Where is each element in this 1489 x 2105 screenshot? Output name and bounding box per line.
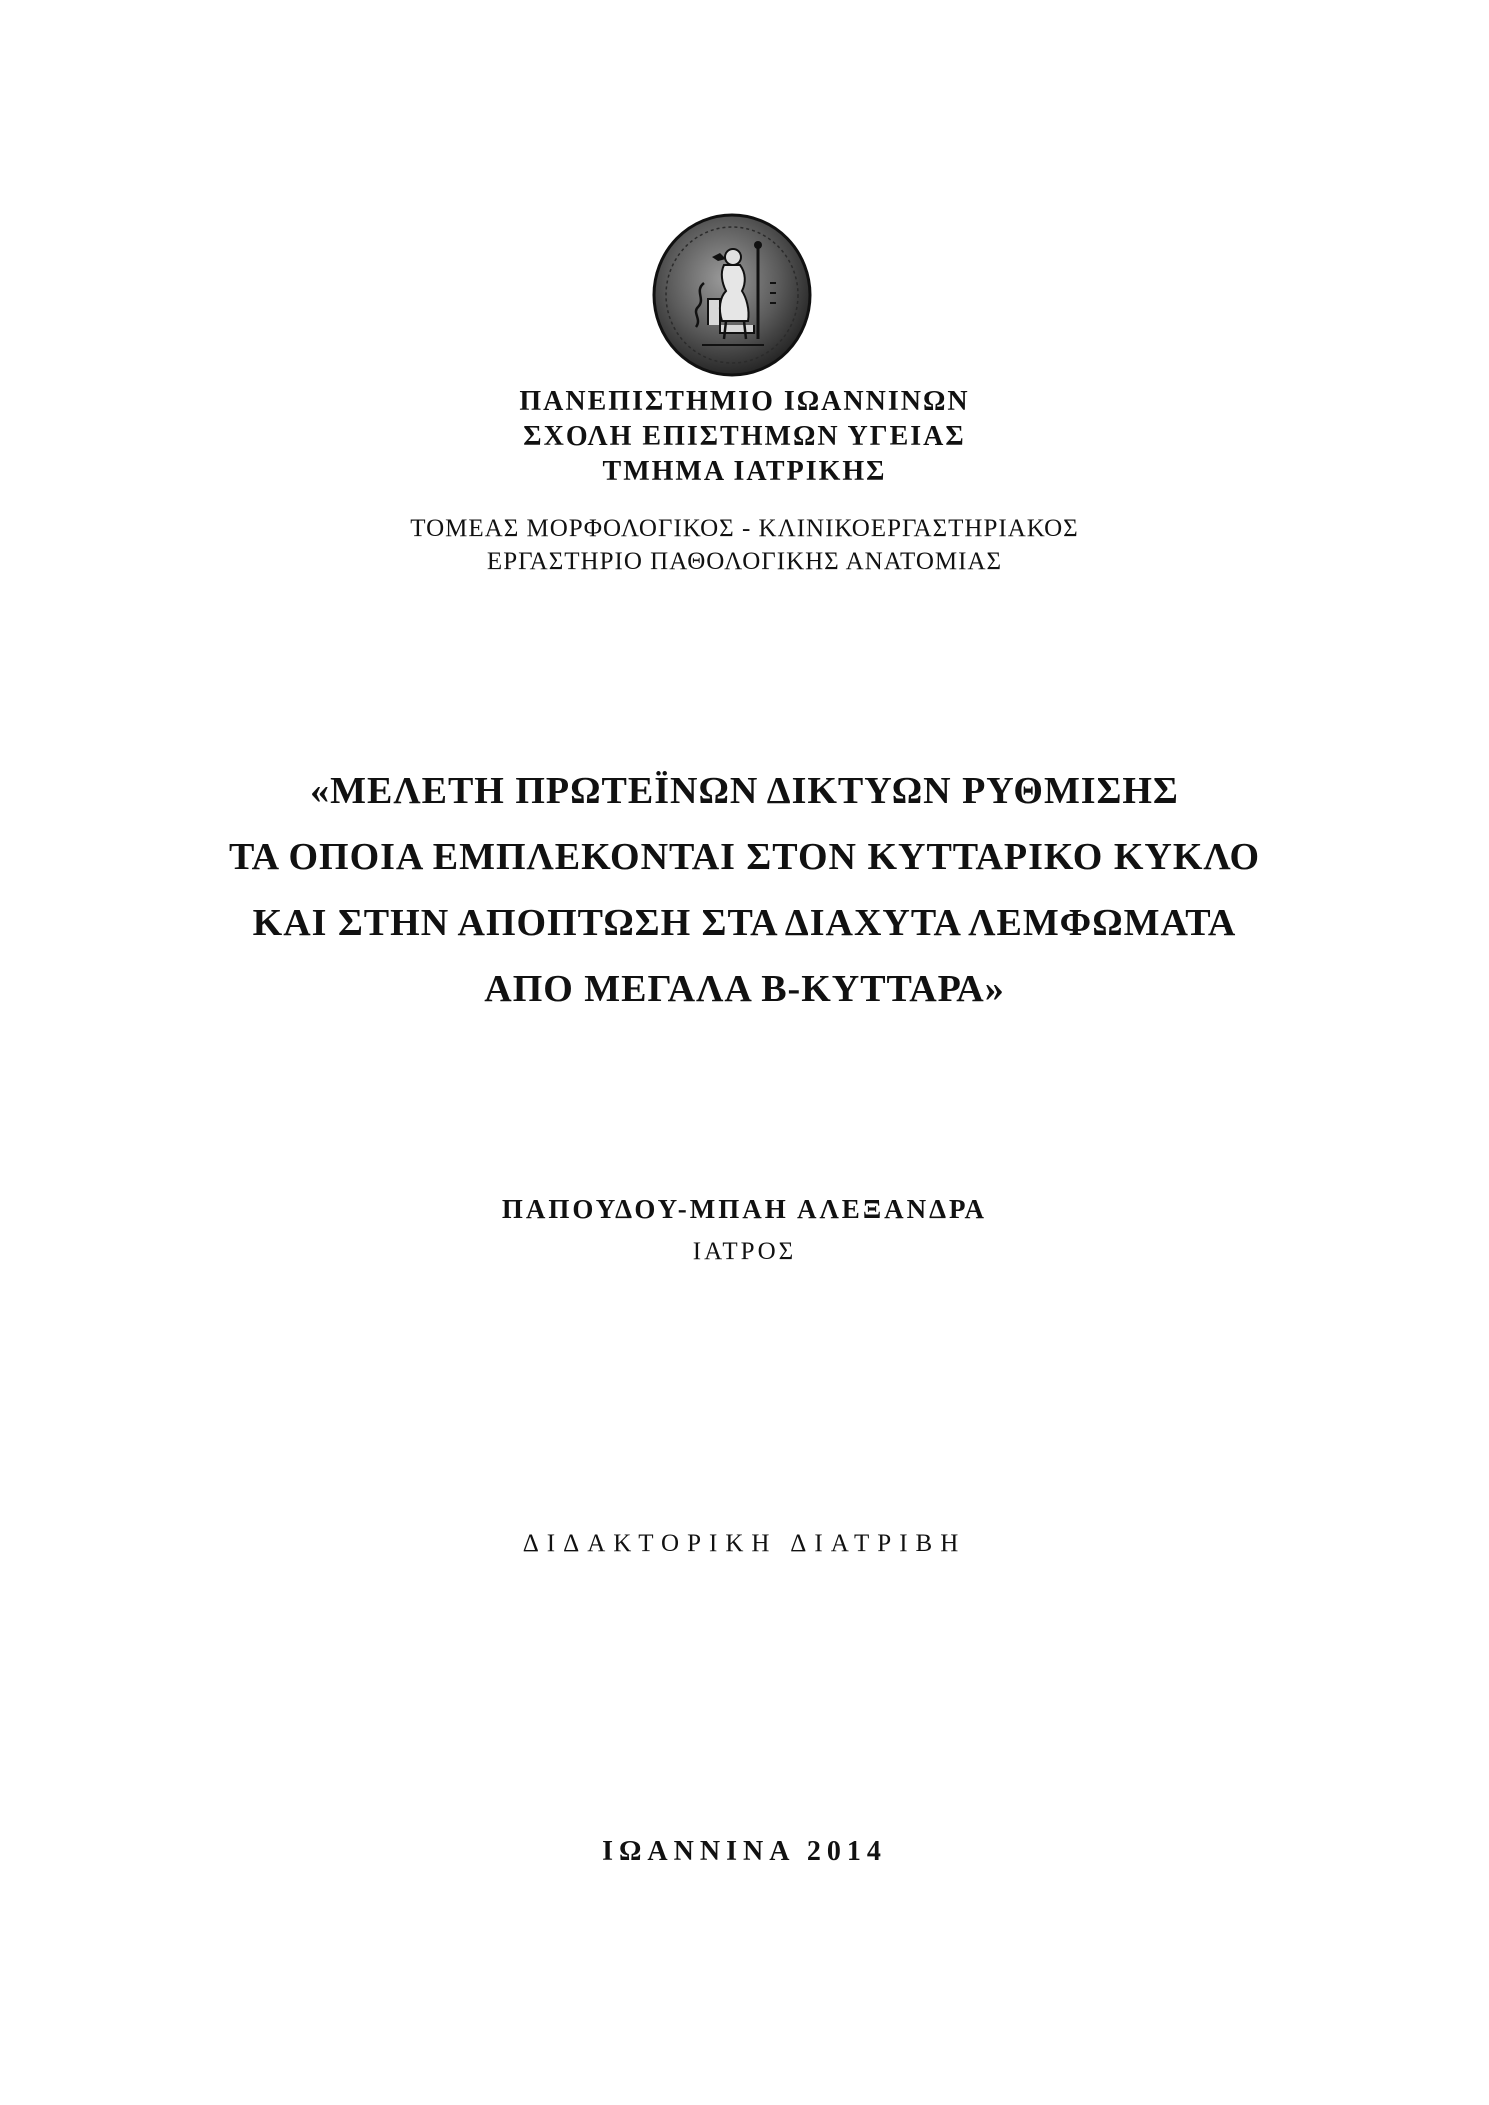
- thesis-title-line-3: ΚΑΙ ΣΤΗΝ ΑΠΟΠΤΩΣΗ ΣΤΑ ΔΙΑΧΥΤΑ ΛΕΜΦΩΜΑΤΑ: [252, 902, 1237, 944]
- university-coin-seal-icon: [650, 213, 814, 377]
- document-type: ΔΙΔΑΚΤΟΡΙΚΗ ΔΙΑΤΡΙΒΗ: [522, 1530, 967, 1557]
- author-role: ΙΑΤΡΟΣ: [692, 1238, 797, 1265]
- school-name: ΣΧΟΛΗ ΕΠΙΣΤΗΜΩΝ ΥΓΕΙΑΣ: [523, 421, 966, 452]
- sector-name: ΤΟΜΕΑΣ ΜΟΡΦΟΛΟΓΙΚΟΣ - ΚΛΙΝΙΚΟΕΡΓΑΣΤΗΡΙΑΚΟΣ: [410, 515, 1079, 542]
- thesis-title-line-2: ΤΑ ΟΠΟΙΑ ΕΜΠΛΕΚΟΝΤΑΙ ΣΤΟΝ ΚΥΤΤΑΡΙΚΟ ΚΥΚΛΟ: [228, 836, 1261, 878]
- department-name: ΤΜΗΜΑ ΙΑΤΡΙΚΗΣ: [602, 456, 887, 487]
- author-name: ΠΑΠΟΥΔΟΥ-ΜΠΑΗ ΑΛΕΞΑΝΔΡΑ: [501, 1194, 988, 1224]
- laboratory-name: ΕΡΓΑΣΤΗΡΙΟ ΠΑΘΟΛΟΓΙΚΗΣ ΑΝΑΤΟΜΙΑΣ: [486, 548, 1003, 575]
- university-name: ΠΑΝΕΠΙΣΤΗΜΙΟ ΙΩΑΝΝΙΝΩΝ: [519, 386, 970, 417]
- thesis-title-line-4: ΑΠΟ ΜΕΓΑΛΑ Β-ΚΥΤΤΑΡΑ»: [484, 968, 1005, 1010]
- place-year: ΙΩΑΝΝΙΝΑ 2014: [602, 1836, 887, 1867]
- thesis-title-line-1: «ΜΕΛΕΤΗ ΠΡΩΤΕΪΝΩΝ ΔΙΚΤΥΩΝ ΡΥΘΜΙΣΗΣ: [310, 770, 1179, 812]
